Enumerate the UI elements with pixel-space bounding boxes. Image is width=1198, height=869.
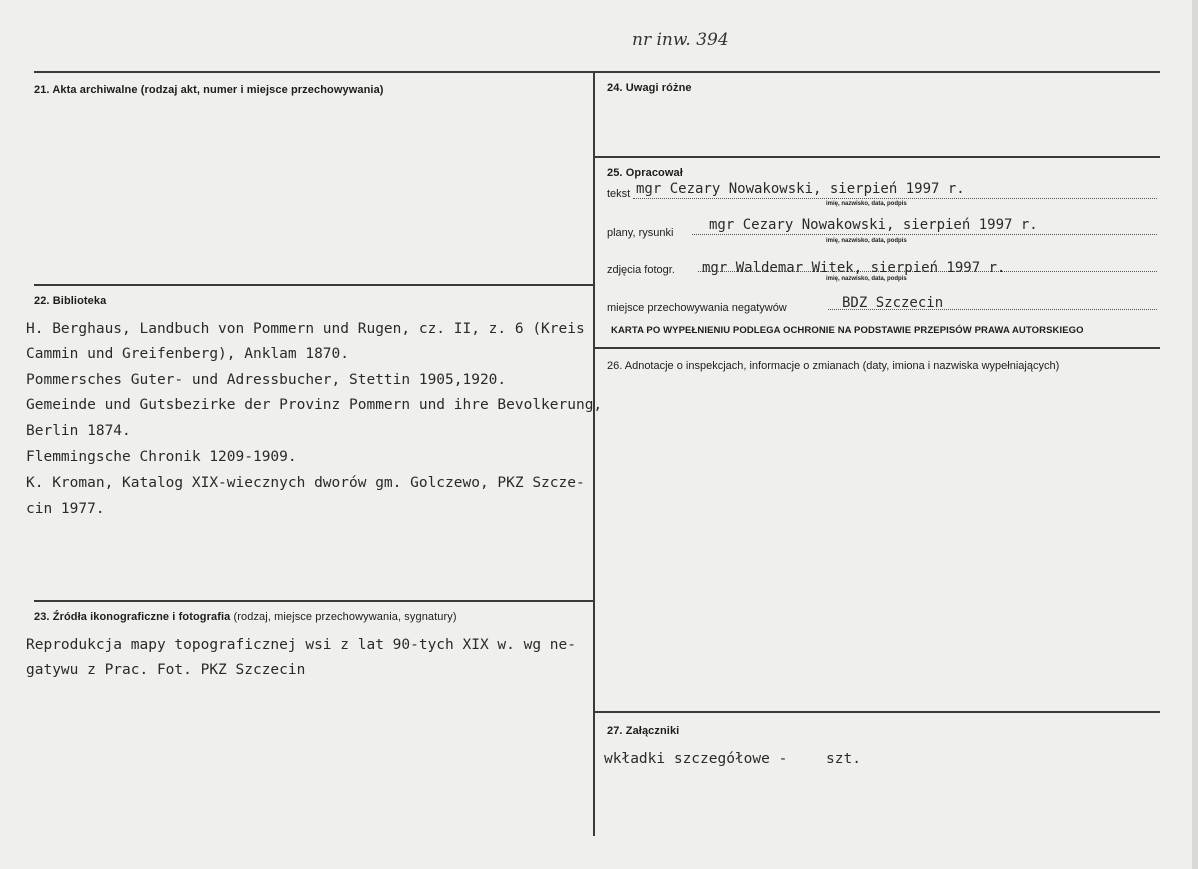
zdjecia-label: zdjęcia fotogr. [607, 264, 675, 276]
bibliography-line: Cammin und Greifenberg), Anklam 1870. [26, 346, 350, 362]
section-27-label: 27. Załączniki [607, 725, 680, 737]
bibliography-line: H. Berghaus, Landbuch von Pommern und Rugen, cz. II, z. 6 (Kreis [26, 321, 585, 337]
divider-21-22 [34, 284, 594, 286]
section-23-label [34, 611, 457, 623]
top-rule [34, 71, 1160, 73]
negatywy-value: BDZ Szczecin [842, 295, 944, 311]
bibliography-line: K. Kroman, Katalog XIX-wiecznych dworów gm. Golczewo, PKZ Szcze- [26, 475, 585, 491]
bibliography-line: Flemmingsche Chronik 1209-1909. [26, 449, 297, 465]
bibliography-line: Gemeinde und Gutsbezirke der Provinz Pommern und ihre Bevolkerung, [26, 397, 603, 413]
attachments-unit: szt. [826, 751, 861, 767]
center-divider [593, 71, 595, 836]
iconography-line: Reprodukcja mapy topograficznej wsi z lat 90-tych XIX w. wg ne- [26, 637, 576, 653]
section-22-label: 22. Biblioteka [34, 295, 107, 307]
section-23-label-bold: 23. Źródła ikonograficzne i fotografia [34, 611, 231, 623]
section-26-label: 26. Adnotacje o inspekcjach, informacje o zmianach (daty, imiona i nazwiska wypełniających) [607, 360, 1060, 372]
card-edge [1192, 0, 1198, 869]
tekst-label: tekst [607, 188, 631, 200]
copyright-notice: KARTA PO WYPEŁNIENIU PODLEGA OCHRONIE NA PODSTAWIE PRZEPISÓW PRAWA AUTORSKIEGO [611, 325, 1084, 336]
section-23-label-rest: (rodzaj, miejsce przechowywania, sygnatury) [230, 611, 457, 623]
inventory-number: nr inw. 394 [632, 30, 729, 50]
plany-value: mgr Cezary Nowakowski, sierpień 1997 r. [709, 217, 1038, 233]
section-25-label: 25. Opracował [607, 167, 683, 179]
divider-26-27 [594, 711, 1160, 713]
bibliography-line: Berlin 1874. [26, 423, 131, 439]
section-21-label: 21. Akta archiwalne (rodzaj akt, numer i miejsce przechowywania) [34, 84, 384, 96]
attachments-label: wkładki szczegółowe - [604, 751, 788, 767]
tekst-hint: imię, nazwisko, data, podpis [826, 201, 907, 207]
plany-hint: imię, nazwisko, data, podpis [826, 238, 907, 244]
tekst-value: mgr Cezary Nowakowski, sierpień 1997 r. [636, 181, 965, 197]
divider-22-23 [34, 600, 594, 602]
section-24-label: 24. Uwagi różne [607, 82, 692, 94]
zdjecia-hint: imię, nazwisko, data, podpis [826, 276, 907, 282]
zdjecia-value: mgr Waldemar Witek, sierpień 1997 r. [702, 260, 1006, 276]
divider-24-25 [594, 156, 1160, 158]
plany-label: plany, rysunki [607, 227, 674, 239]
bibliography-line: Pommersches Guter- und Adressbucher, Stettin 1905,1920. [26, 372, 507, 388]
negatywy-label: miejsce przechowywania negatywów [607, 302, 787, 314]
bibliography-line: cin 1977. [26, 501, 105, 517]
iconography-line: gatywu z Prac. Fot. PKZ Szczecin [26, 662, 306, 678]
divider-25-26 [594, 347, 1160, 349]
